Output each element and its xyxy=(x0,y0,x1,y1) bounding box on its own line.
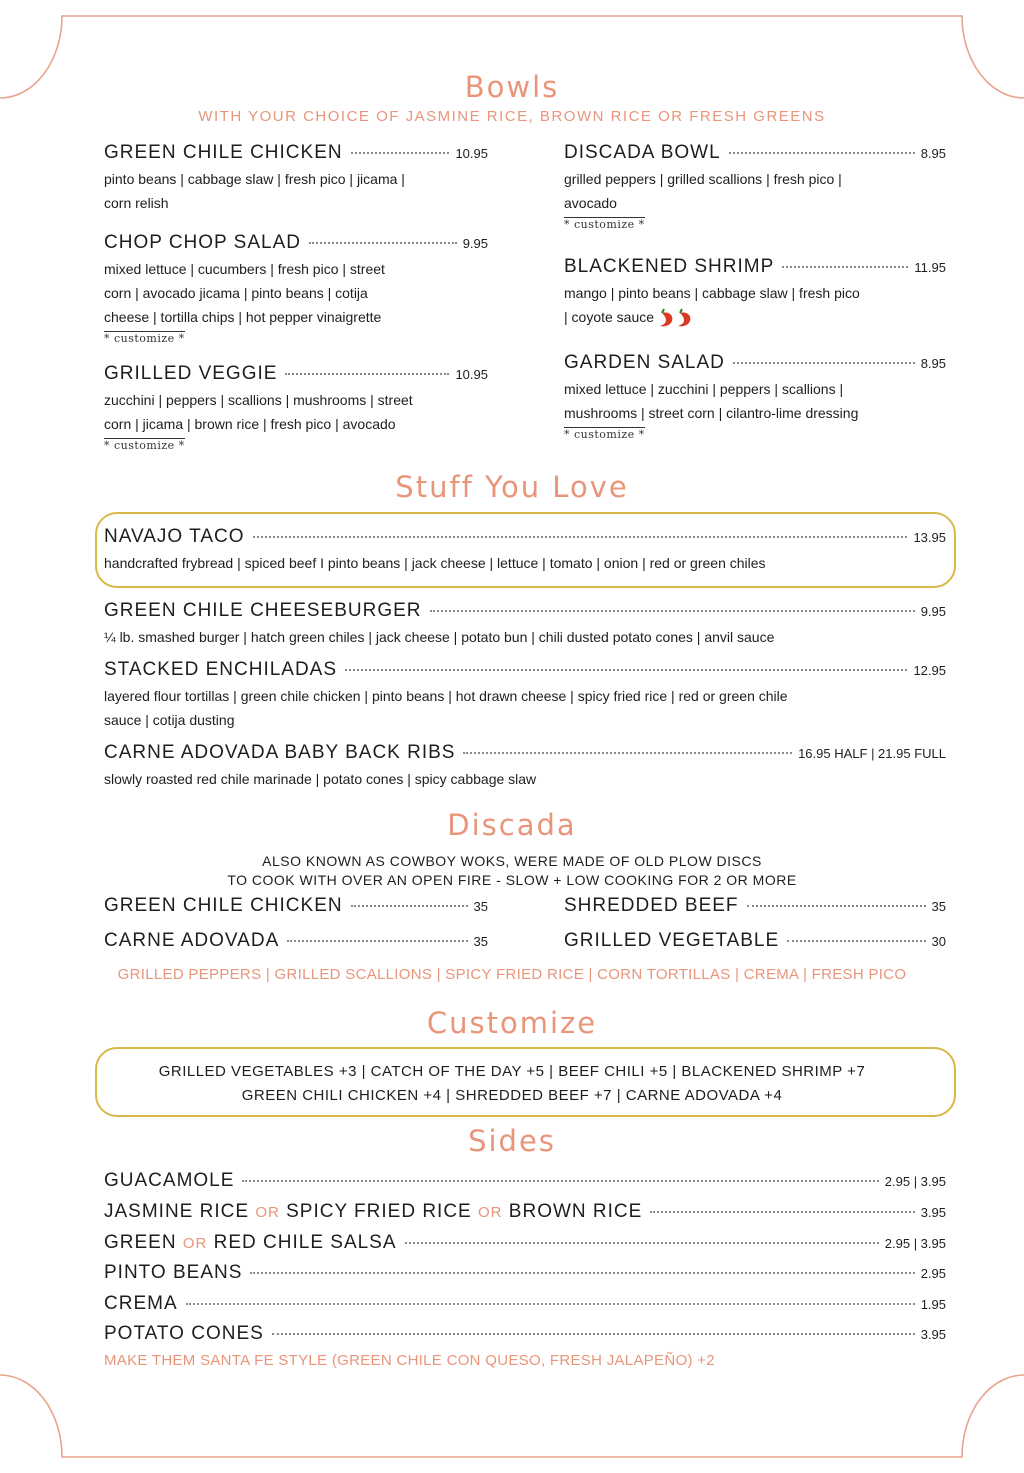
discada-intro: ALSO KNOWN AS COWBOY WOKS, WERE MADE OF OLD PLOW DISCS TO COOK WITH OVER AN OPEN FIRE - SLOW + LOW COOKING FOR 2 OR MORE xyxy=(227,853,797,888)
stuff-item-navajo-taco xyxy=(104,526,946,575)
item-price: 11.95 xyxy=(914,260,946,275)
item-price: 35 xyxy=(931,899,946,914)
item-description: mixed lettuce | cucumbers | fresh pico | street corn | avocado jicama | pinto beans | cotija cheese | tortilla chips | hot pepper vinaigrette xyxy=(104,261,385,325)
bowls-title: Bowls xyxy=(464,70,560,104)
item-description: pinto beans | cabbage slaw | fresh pico | jicama | corn relish xyxy=(104,171,405,211)
item-price: 3.95 xyxy=(920,1327,946,1342)
discada-item-green-chile-chicken xyxy=(104,895,488,917)
leader-dots xyxy=(253,536,908,538)
discada-item-carne-adovada xyxy=(104,930,488,952)
item-price: 16.95 HALF | 21.95 FULL xyxy=(798,746,946,761)
item-name: GREEN CHILE CHICKEN xyxy=(104,142,343,163)
item-price: 2.95 | 3.95 xyxy=(884,1236,946,1251)
side-item-guacamole xyxy=(104,1170,946,1192)
leader-dots xyxy=(351,152,450,154)
item-price: 35 xyxy=(473,934,488,949)
leader-dots xyxy=(285,373,449,375)
bowl-item-chop-chop-salad xyxy=(104,232,488,347)
item-description: mixed lettuce | zucchini | peppers | scallions | mushrooms | street corn | cilantro-lime dressing xyxy=(564,381,859,421)
sides-title: Sides xyxy=(468,1124,556,1158)
leader-dots xyxy=(186,1303,915,1305)
leader-dots xyxy=(733,362,915,364)
item-name: GUACAMOLE xyxy=(104,1170,235,1191)
leader-dots xyxy=(351,905,468,907)
bowls-subtitle: WITH YOUR CHOICE OF JASMINE RICE, BROWN RICE OR FRESH GREENS xyxy=(198,108,826,125)
leader-dots xyxy=(787,940,925,942)
customize-label: * customize * xyxy=(564,218,645,231)
customize-title: Customize xyxy=(426,1006,598,1040)
stuff-item-green-chile-cheeseburger xyxy=(104,600,946,649)
bowl-item-grilled-veggie xyxy=(104,363,488,454)
leader-dots xyxy=(729,152,915,154)
leader-dots xyxy=(405,1242,879,1244)
item-name: STACKED ENCHILADAS xyxy=(104,659,338,680)
leader-dots xyxy=(272,1333,915,1335)
item-name: CHOP CHOP SALAD xyxy=(104,232,301,253)
item-name: CARNE ADOVADA xyxy=(104,930,280,951)
leader-dots xyxy=(747,905,926,907)
item-name: DISCADA BOWL xyxy=(564,142,721,163)
item-name: SHREDDED BEEF xyxy=(564,895,739,916)
bowl-item-discada-bowl xyxy=(564,142,946,233)
side-item-pinto-beans xyxy=(104,1262,946,1284)
item-description: mango | pinto beans | cabbage slaw | fresh pico | coyote sauce xyxy=(564,281,946,329)
leader-dots xyxy=(345,669,907,671)
item-price: 3.95 xyxy=(920,1205,946,1220)
chili-pepper-icon xyxy=(658,307,698,329)
item-name: BLACKENED SHRIMP xyxy=(564,256,775,277)
leader-dots xyxy=(287,940,467,942)
item-price: 30 xyxy=(931,934,946,949)
item-price: 13.95 xyxy=(913,530,946,545)
leader-dots xyxy=(463,752,792,754)
customize-label: * customize * xyxy=(104,332,185,345)
stuff-item-stacked-enchiladas xyxy=(104,659,946,732)
item-price: 8.95 xyxy=(920,356,946,371)
item-price: 10.95 xyxy=(455,367,488,382)
discada-title: Discada xyxy=(447,808,577,842)
item-name: GRILLED VEGGIE xyxy=(104,363,278,384)
item-name: NAVAJO TACO xyxy=(104,526,245,547)
item-name: CARNE ADOVADA BABY BACK RIBS xyxy=(104,742,456,763)
item-name: GRILLED VEGETABLE xyxy=(564,930,780,951)
discada-sides-note: GRILLED PEPPERS | GRILLED SCALLIONS | SPICY FRIED RICE | CORN TORTILLAS | CREMA | FRESH PICO xyxy=(117,966,907,983)
item-description: layered flour tortillas | green chile chicken | pinto beans | hot drawn cheese | spicy fried rice | red or green chile sauce | cotija dusting xyxy=(104,688,788,728)
leader-dots xyxy=(430,610,915,612)
side-item-crema xyxy=(104,1293,946,1315)
item-price: 8.95 xyxy=(920,146,946,161)
stuff-item-carne-adovada-ribs xyxy=(104,742,946,791)
item-name: GREEN CHILE CHICKEN xyxy=(104,895,343,916)
side-item-rice xyxy=(104,1201,946,1223)
item-name: CREMA xyxy=(104,1293,178,1314)
customize-label: * customize * xyxy=(104,439,185,452)
item-description: grilled peppers | grilled scallions | fresh pico | avocado xyxy=(564,171,842,211)
item-name: GREEN OR RED CHILE SALSA xyxy=(104,1232,397,1253)
leader-dots xyxy=(250,1272,914,1274)
side-item-salsa xyxy=(104,1232,946,1254)
item-price: 9.95 xyxy=(920,604,946,619)
leader-dots xyxy=(650,1211,914,1213)
item-price: 2.95 | 3.95 xyxy=(884,1174,946,1189)
bowl-item-blackened-shrimp xyxy=(564,256,946,329)
stuff-you-love-title: Stuff You Love xyxy=(395,470,629,504)
item-price: 12.95 xyxy=(913,663,946,678)
side-item-potato-cones xyxy=(104,1323,946,1345)
item-name: JASMINE RICE OR SPICY FRIED RICE OR BROWN RICE xyxy=(104,1201,643,1222)
item-price: 2.95 xyxy=(920,1266,946,1281)
item-name: GREEN CHILE CHEESEBURGER xyxy=(104,600,422,621)
item-price: 9.95 xyxy=(462,236,488,251)
item-name: GARDEN SALAD xyxy=(564,352,725,373)
bowl-item-garden-salad xyxy=(564,352,946,443)
item-name: POTATO CONES xyxy=(104,1323,264,1344)
leader-dots xyxy=(242,1180,878,1182)
item-description: ¼ lb. smashed burger | hatch green chiles | jack cheese | potato bun | chili dusted potato cones | anvil sauce xyxy=(104,629,775,645)
customize-label: * customize * xyxy=(564,428,645,441)
item-name: PINTO BEANS xyxy=(104,1262,243,1283)
discada-item-shredded-beef xyxy=(564,895,946,917)
item-price: 35 xyxy=(473,899,488,914)
item-price: 10.95 xyxy=(455,146,488,161)
item-price: 1.95 xyxy=(920,1297,946,1312)
discada-item-grilled-vegetable xyxy=(564,930,946,952)
santa-fe-style-note: MAKE THEM SANTA FE STYLE (GREEN CHILE CON QUESO, FRESH JALAPEÑO) +2 xyxy=(104,1352,715,1369)
item-description: slowly roasted red chile marinade | potato cones | spicy cabbage slaw xyxy=(104,771,537,787)
bowl-item-green-chile-chicken xyxy=(104,142,488,215)
customize-options: GRILLED VEGETABLES +3 | CATCH OF THE DAY +5 | BEEF CHILI +5 | BLACKENED SHRIMP +7 GREEN CHILI CHICKEN +4 | SHREDDED BEEF +7 | CARNE ADOVADA +4 xyxy=(158,1063,866,1104)
item-description: handcrafted frybread | spiced beef I pinto beans | jack cheese | lettuce | tomato | onion | red or green chiles xyxy=(104,555,766,571)
item-description: zucchini | peppers | scallions | mushrooms | street corn | jicama | brown rice | fresh pico | avocado xyxy=(104,392,413,432)
leader-dots xyxy=(309,242,457,244)
leader-dots xyxy=(782,266,908,268)
